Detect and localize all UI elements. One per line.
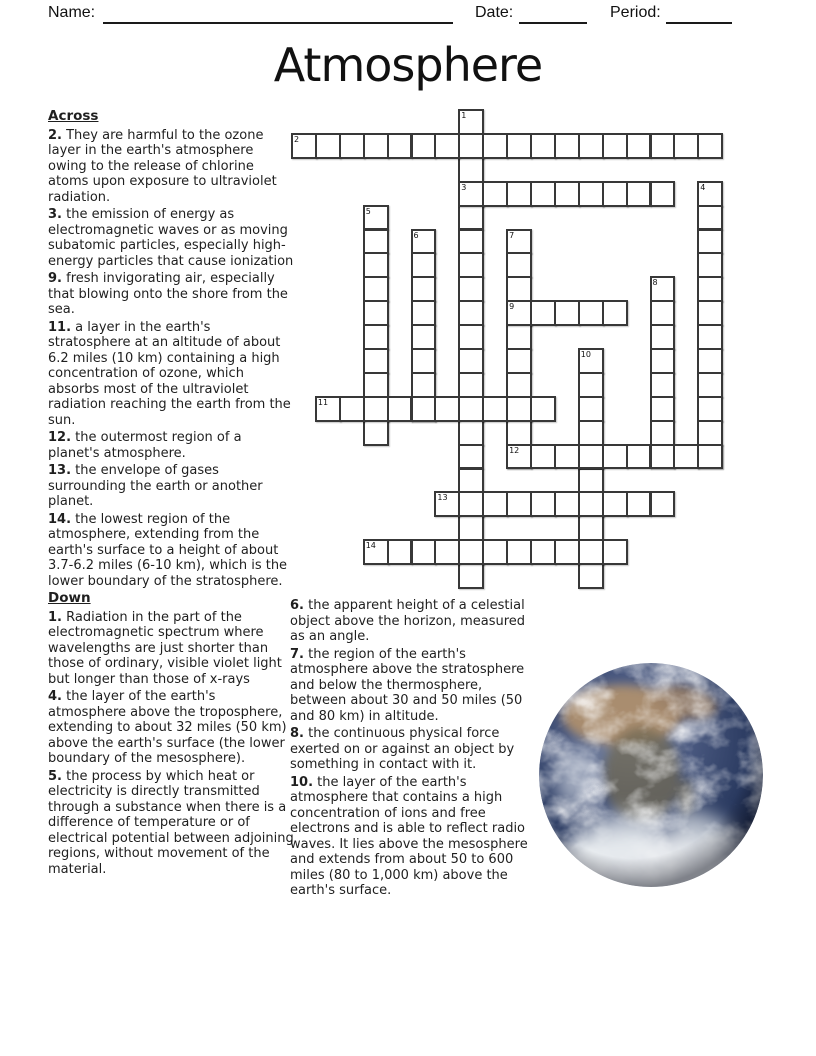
crossword-cell[interactable] (530, 491, 556, 517)
crossword-cell[interactable] (578, 491, 604, 517)
clue-12: 12. the outermost region of a planet's atmosphere. (48, 430, 242, 461)
period-blank-line[interactable] (666, 6, 732, 24)
crossword-cell[interactable] (363, 324, 389, 350)
down-clues-middle (290, 598, 538, 899)
crossword-cell[interactable] (458, 468, 484, 494)
cell-number: 14 (365, 541, 376, 551)
crossword-cell[interactable] (363, 420, 389, 446)
clue-1: 1. Radiation in the part of the electromagnetic spectrum where wavelengths are just shorter than those of ordinary, visible violet light but longer than those of x-rays (48, 609, 282, 687)
crossword-cell[interactable] (458, 252, 484, 278)
crossword-cell[interactable] (411, 539, 437, 565)
clue-number: 4. (48, 689, 62, 704)
crossword-cell[interactable] (458, 324, 484, 350)
crossword-cell[interactable] (697, 420, 723, 446)
crossword-cell[interactable] (602, 539, 628, 565)
crossword-cell[interactable] (578, 372, 604, 398)
crossword-cell[interactable] (578, 181, 604, 207)
crossword-cell[interactable] (363, 229, 389, 255)
crossword-cell[interactable] (339, 133, 365, 159)
crossword-cell[interactable] (411, 252, 437, 278)
crossword-cell[interactable] (602, 300, 628, 326)
crossword-cell[interactable] (387, 396, 413, 422)
crossword-cell[interactable] (506, 372, 532, 398)
crossword-cell[interactable] (411, 300, 437, 326)
crossword-cell[interactable] (411, 396, 437, 422)
clue-number: 13. (48, 463, 72, 478)
crossword-cell[interactable] (650, 396, 676, 422)
crossword-cell[interactable] (650, 300, 676, 326)
crossword-cell[interactable] (411, 348, 437, 374)
crossword-cell[interactable] (482, 491, 508, 517)
crossword-cell[interactable] (411, 276, 437, 302)
crossword-cell[interactable] (411, 133, 437, 159)
cell-number: 11 (317, 397, 329, 407)
crossword-cell[interactable] (697, 229, 723, 255)
crossword-cell[interactable] (411, 229, 437, 255)
clue-number: 9. (48, 271, 62, 286)
middle-clue-column (290, 598, 538, 901)
clue-13: 13. the envelope of gases surrounding the earth or another planet. (48, 463, 263, 509)
clue-10: 10. the layer of the earth's atmosphere that contains a high concentration of ions and free electrons and is able to reflect radio waves. It lies above the mesosphere and extends from about 50 to 600 miles (80 to 1,000 km) above the earth's surface. (290, 774, 528, 898)
crossword-cell[interactable] (434, 491, 460, 517)
crossword-cell[interactable] (458, 109, 484, 135)
clue-5: 5. the process by which heat or electricity is directly transmitted through a substance when there is a difference of temperature or of electrical potential between adjoining regions, without movement of the material. (48, 768, 294, 877)
clue-4: 4. the layer of the earth's atmosphere above the troposphere, extending to about 32 miles (50 km) above the earth's surface (the lower boundary of the mesosphere). (48, 689, 287, 766)
crossword-cell[interactable] (506, 444, 532, 470)
clue-6: 6. the apparent height of a celestial object above the horizon, measured as an angle. (290, 598, 526, 644)
crossword-cell[interactable] (697, 276, 723, 302)
cell-number: 8 (652, 278, 658, 288)
name-label: Name: (48, 4, 96, 21)
crossword-cell[interactable] (578, 515, 604, 541)
crossword-cell[interactable] (458, 348, 484, 374)
crossword-cell[interactable] (458, 229, 484, 255)
crossword-cell[interactable] (650, 133, 676, 159)
crossword-cell[interactable] (650, 276, 676, 302)
crossword-cell[interactable] (697, 444, 723, 470)
clue-number: 11. (48, 319, 72, 335)
crossword-cell[interactable] (650, 444, 676, 470)
crossword-cell[interactable] (458, 491, 484, 517)
crossword-cell[interactable] (458, 396, 484, 422)
crossword-cell[interactable] (554, 491, 580, 517)
cell-number: 10 (580, 350, 591, 359)
crossword-cell[interactable] (530, 181, 556, 207)
crossword-cell[interactable] (363, 348, 389, 374)
crossword-cell[interactable] (458, 276, 484, 302)
crossword-cell[interactable] (650, 324, 676, 350)
across-clues (48, 128, 296, 590)
cell-number: 1 (461, 111, 467, 120)
clue-11: 11. a layer in the earth's stratosphere at an altitude of about 6.2 miles (10 km) containing a high concentration of ozone, which absorbs most of the ultraviolet radiation reaching the earth from the sun. (48, 319, 291, 428)
crossword-cell[interactable] (578, 444, 604, 470)
earth-image (534, 657, 768, 893)
crossword-cell[interactable] (530, 133, 556, 159)
crossword-cell[interactable] (554, 444, 580, 470)
crossword-cell[interactable] (458, 133, 484, 159)
crossword-cell[interactable] (458, 181, 484, 207)
clue-number: 12. (48, 430, 72, 445)
crossword-cell[interactable] (482, 396, 508, 422)
cell-number: 4 (700, 182, 706, 192)
crossword-cell[interactable] (554, 133, 580, 159)
down-clues-left (48, 610, 296, 878)
crossword-cell[interactable] (387, 133, 413, 159)
crossword-cell[interactable] (482, 539, 508, 565)
clue-number: 3. (48, 207, 62, 222)
cell-number: 7 (509, 230, 515, 240)
clue-number: 6. (290, 598, 304, 613)
clue-number: 1. (48, 609, 62, 625)
crossword-cell[interactable] (506, 491, 532, 517)
crossword-cell[interactable] (458, 372, 484, 398)
clue-number: 8. (290, 726, 304, 741)
crossword-cell[interactable] (626, 133, 652, 159)
crossword-grid (292, 110, 732, 590)
crossword-cell[interactable] (363, 252, 389, 278)
crossword-cell[interactable] (650, 181, 676, 207)
crossword-cell[interactable] (697, 300, 723, 326)
worksheet-title: Atmosphere (273, 38, 543, 92)
name-blank-line[interactable] (103, 6, 453, 24)
crossword-cell[interactable] (506, 420, 532, 446)
crossword-cell[interactable] (578, 396, 604, 422)
clue-number: 5. (48, 768, 62, 784)
crossword-cell[interactable] (458, 563, 484, 589)
crossword-cell[interactable] (602, 491, 628, 517)
crossword-cell[interactable] (434, 396, 460, 422)
crossword-cell[interactable] (554, 539, 580, 565)
crossword-cell[interactable] (673, 133, 699, 159)
crossword-cell[interactable] (602, 133, 628, 159)
crossword-cell[interactable] (458, 539, 484, 565)
crossword-cell[interactable] (458, 300, 484, 326)
crossword-cell[interactable] (673, 444, 699, 470)
crossword-cell[interactable] (315, 396, 341, 422)
cell-number: 9 (509, 302, 515, 312)
cell-number: 2 (294, 134, 300, 144)
crossword-cell[interactable] (602, 181, 628, 207)
clue-number: 7. (290, 646, 304, 662)
crossword-cell[interactable] (626, 444, 652, 470)
crossword-cell[interactable] (697, 396, 723, 422)
crossword-cell[interactable] (697, 348, 723, 374)
crossword-cell[interactable] (650, 348, 676, 374)
crossword-cell[interactable] (506, 539, 532, 565)
crossword-cell[interactable] (411, 372, 437, 398)
crossword-cell[interactable] (458, 420, 484, 446)
cell-number: 3 (461, 182, 467, 192)
crossword-cell[interactable] (363, 133, 389, 159)
crossword-cell[interactable] (530, 539, 556, 565)
crossword-cell[interactable] (363, 372, 389, 398)
crossword-cell[interactable] (506, 396, 532, 422)
cell-number: 5 (365, 206, 371, 216)
crossword-cell[interactable] (506, 300, 532, 326)
crossword-cell[interactable] (458, 157, 484, 183)
clue-number: 10. (290, 774, 314, 790)
down-heading: Down (48, 590, 91, 606)
cell-number: 6 (413, 230, 419, 240)
left-clue-column (48, 109, 296, 879)
crossword-cell[interactable] (650, 372, 676, 398)
crossword-cell[interactable] (530, 300, 556, 326)
crossword-cell[interactable] (697, 133, 723, 159)
crossword-cell[interactable] (530, 396, 556, 422)
clue-number: 14. (48, 511, 72, 527)
crossword-cell[interactable] (482, 181, 508, 207)
crossword-cell[interactable] (554, 300, 580, 326)
clue-8: 8. the continuous physical force exerted on or against an object by something in contact with it. (290, 726, 515, 772)
cell-number: 12 (509, 445, 520, 455)
crossword-cell[interactable] (506, 229, 532, 255)
crossword-cell[interactable] (626, 491, 652, 517)
clue-3: 3. the emission of energy as electromagnetic waves or as moving subatomic particles, especially high-energy particles that cause ionization (48, 207, 294, 269)
clue-2: 2. They are harmful to the ozone layer in the earth's atmosphere owing to the release of chlorine atoms upon exposure to ultraviolet radiation. (48, 127, 277, 205)
crossword-cell[interactable] (506, 276, 532, 302)
crossword-cell[interactable] (578, 300, 604, 326)
crossword-cell[interactable] (578, 133, 604, 159)
crossword-cell[interactable] (363, 276, 389, 302)
crossword-cell[interactable] (578, 539, 604, 565)
crossword-cell[interactable] (578, 348, 604, 374)
crossword-cell[interactable] (697, 181, 723, 207)
crossword-cell[interactable] (506, 348, 532, 374)
crossword-cell[interactable] (411, 324, 437, 350)
cell-number: 13 (437, 493, 448, 503)
clue-14: 14. the lowest region of the atmosphere, extending from the earth's surface to a height of about 3.7-6.2 miles (6-10 km), which is the lower boundary of the stratosphere. (48, 511, 288, 589)
crossword-cell[interactable] (697, 252, 723, 278)
crossword-cell[interactable] (506, 252, 532, 278)
crossword-cell[interactable] (363, 396, 389, 422)
crossword-cell[interactable] (458, 515, 484, 541)
date-blank-line[interactable] (519, 6, 587, 24)
crossword-cell[interactable] (363, 205, 389, 231)
clue-9: 9. fresh invigorating air, especially that blowing onto the shore from the sea. (48, 271, 288, 317)
crossword-cell[interactable] (554, 181, 580, 207)
crossword-cell[interactable] (458, 444, 484, 470)
crossword-cell[interactable] (650, 491, 676, 517)
crossword-cell[interactable] (602, 444, 628, 470)
crossword-cell[interactable] (578, 420, 604, 446)
crossword-cell[interactable] (578, 563, 604, 589)
crossword-cell[interactable] (363, 300, 389, 326)
crossword-cell[interactable] (506, 324, 532, 350)
crossword-cell[interactable] (530, 444, 556, 470)
clue-7: 7. the region of the earth's atmosphere above the stratosphere and below the thermosphere, between about 30 and 50 miles (50 and 80 km) in altitude. (290, 646, 525, 724)
crossword-cell[interactable] (315, 133, 341, 159)
crossword-cell[interactable] (697, 372, 723, 398)
crossword-cell[interactable] (458, 205, 484, 231)
crossword-cell[interactable] (434, 133, 460, 159)
crossword-cell[interactable] (578, 468, 604, 494)
crossword-cell[interactable] (697, 205, 723, 231)
crossword-cell[interactable] (387, 539, 413, 565)
crossword-cell[interactable] (506, 181, 532, 207)
clue-number: 2. (48, 127, 62, 143)
crossword-cell[interactable] (291, 133, 317, 159)
crossword-cell[interactable] (506, 133, 532, 159)
crossword-cell[interactable] (339, 396, 365, 422)
crossword-cell[interactable] (363, 539, 389, 565)
crossword-cell[interactable] (697, 324, 723, 350)
period-label: Period: (610, 4, 661, 21)
crossword-cell[interactable] (482, 133, 508, 159)
crossword-cell[interactable] (434, 539, 460, 565)
crossword-cell[interactable] (626, 181, 652, 207)
across-heading: Across (48, 108, 99, 124)
date-label: Date: (475, 4, 514, 21)
crossword-cell[interactable] (650, 420, 676, 446)
